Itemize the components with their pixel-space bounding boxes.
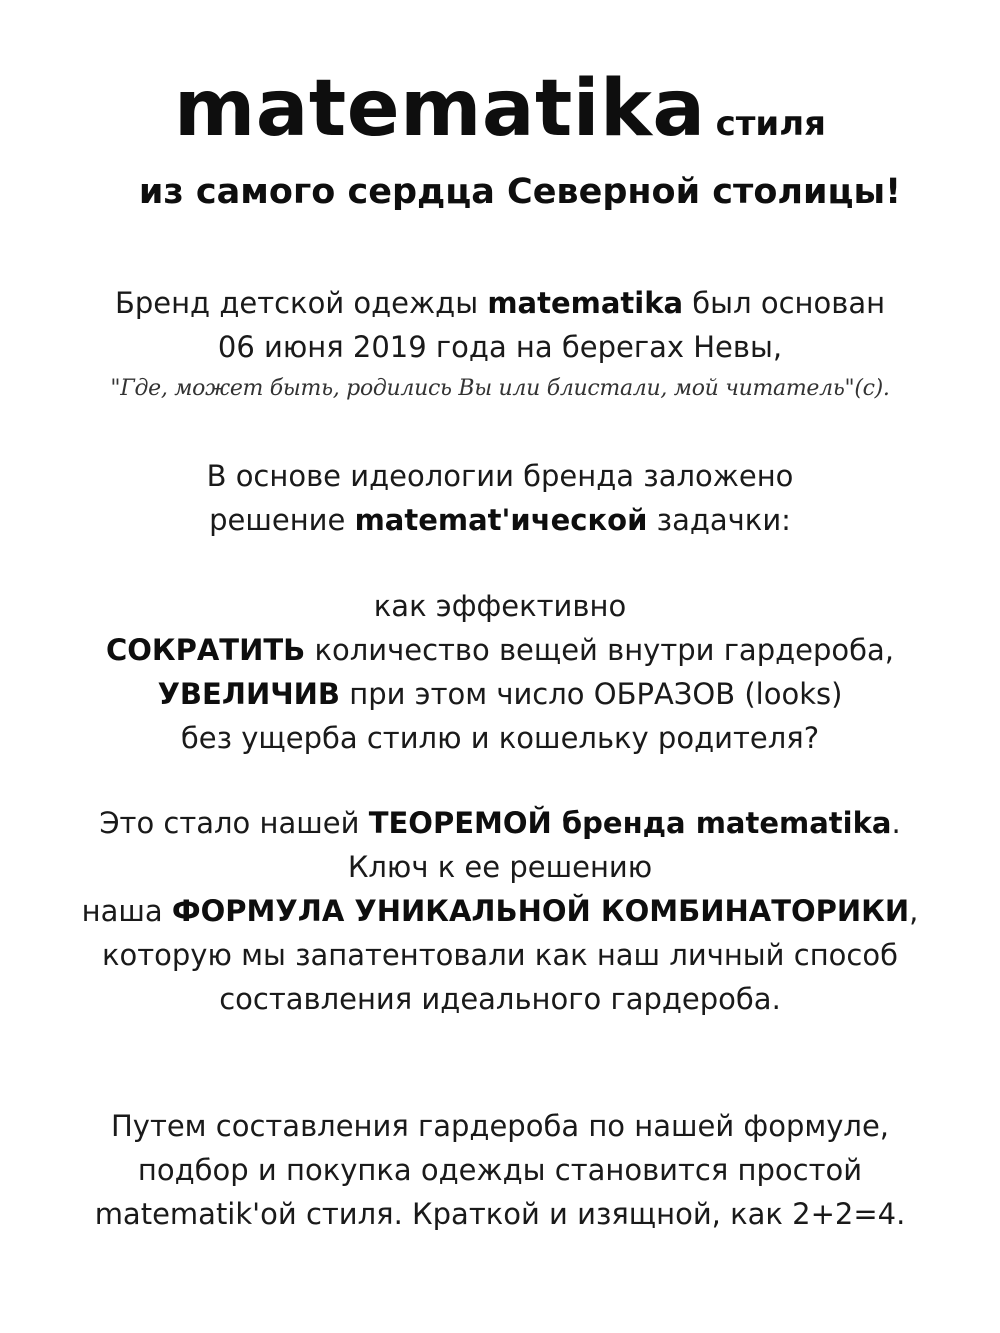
problem-line-3: УВЕЛИЧИВ при этом число ОБРАЗОВ (looks): [157, 677, 843, 711]
paragraph-problem: [0, 584, 1000, 760]
conclusion-line-2: подбор и покупка одежды становится простой: [137, 1153, 863, 1187]
conclusion-line-1: Путем составления гардероба по нашей формуле,: [110, 1109, 890, 1143]
theorem-line-2: Ключ к ее решению: [347, 850, 653, 884]
brand-name-inline: matematika: [487, 286, 684, 320]
brand-row: [0, 64, 1000, 154]
header: [0, 64, 1000, 212]
problem-line-1: как эффективно: [373, 589, 627, 623]
paragraph-conclusion: [0, 1104, 1000, 1236]
founding-line-1: Бренд детской одежды matematika был основан: [114, 286, 886, 320]
brand-suffix: стиля: [715, 104, 826, 144]
conclusion-line-3: matematik'ой стиля. Краткой и изящной, как 2+2=4.: [94, 1197, 906, 1231]
theorem-line-3: наша ФОРМУЛА УНИКАЛЬНОЙ КОМБИНАТОРИКИ,: [81, 894, 919, 928]
problem-line-2: СОКРАТИТЬ количество вещей внутри гардероба,: [105, 633, 895, 667]
paragraph-founding: [0, 281, 1000, 409]
ideology-line-1: В основе идеологии бренда заложено: [206, 459, 794, 493]
founding-line-2: 06 июня 2019 года на берегах Невы,: [217, 330, 783, 364]
paragraph-theorem: [0, 801, 1000, 1021]
theorem-line-1: Это стало нашей ТЕОРЕМОЙ бренда matematika.: [99, 806, 901, 840]
theorem-line-4: которую мы запатентовали как наш личный способ: [102, 938, 898, 972]
brand-logo-text: matematika: [174, 64, 706, 154]
paragraph-ideology: [0, 454, 1000, 542]
problem-line-4: без ущерба стилю и кошельку родителя?: [180, 721, 820, 755]
theorem-line-5: составления идеального гардероба.: [219, 982, 781, 1016]
ideology-line-2: решение matemat'ической задачки:: [209, 503, 791, 537]
founding-quote: "Где, может быть, родились Вы или блистали, мой читатель"(с).: [110, 376, 890, 401]
subtitle: из самого сердца Северной столицы!: [138, 172, 902, 212]
